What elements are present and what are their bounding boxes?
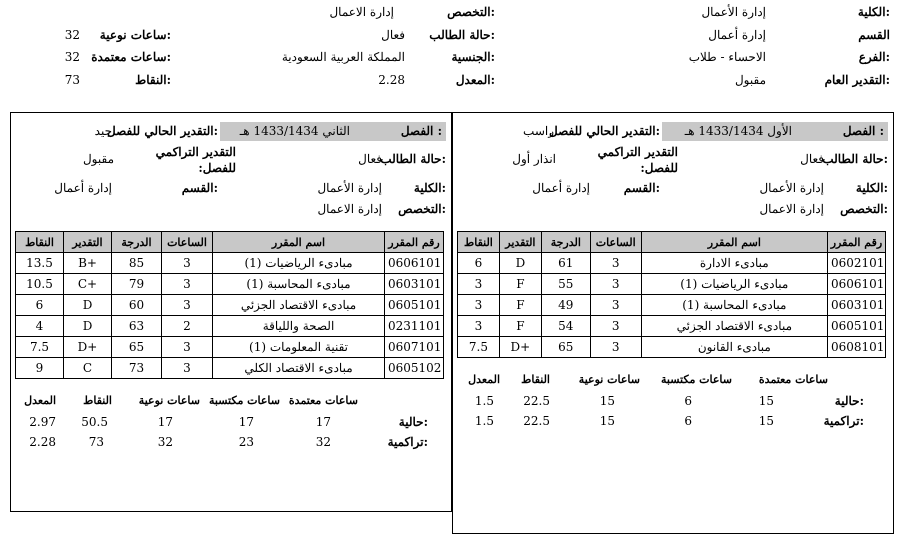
- term1-current-points: 22.5: [523, 394, 550, 408]
- cell-score: 55: [541, 274, 590, 295]
- overall-grade-value: مقبول: [734, 73, 766, 87]
- cell-points: 10.5: [16, 274, 64, 295]
- cell-points: 9: [16, 358, 64, 379]
- cell-points: 6: [458, 253, 500, 274]
- cell-grade: C: [64, 358, 112, 379]
- term2-courses-table: [15, 231, 444, 379]
- cell-name: الصحة واللياقة: [213, 316, 385, 337]
- cell-name: مبادىء الرياضيات (1): [213, 253, 385, 274]
- term2-cumulative-points: 73: [88, 435, 104, 449]
- term2-sum-points-header: النقاط: [83, 394, 112, 407]
- college-label: الكلية:: [857, 5, 890, 19]
- cell-score: 65: [541, 337, 590, 358]
- term1-cumulative-value: انذار أول: [512, 152, 556, 166]
- gpa-label: المعدل:: [455, 73, 495, 87]
- term2-current-row-label: حالية:: [398, 415, 428, 429]
- table-row: [458, 274, 886, 295]
- term1-courses-table: [457, 231, 886, 358]
- cell-grade: C+: [64, 274, 112, 295]
- col-score: الدرجة: [112, 232, 162, 253]
- table-row: [16, 274, 444, 295]
- term2-dept-label: القسم:: [181, 181, 218, 195]
- branch-value: الاحساء - طلاب: [688, 50, 766, 64]
- term2-table-header: [16, 232, 444, 253]
- cell-hours: 3: [590, 253, 641, 274]
- term1-dept-label: القسم:: [623, 181, 660, 195]
- term1-cumulative-credit: 15: [758, 414, 774, 428]
- cell-code: 0605102: [385, 358, 444, 379]
- gpa-value: 2.28: [378, 73, 405, 87]
- table-row: [16, 316, 444, 337]
- cell-grade: D+: [499, 337, 541, 358]
- term1-sum-credit-header: ساعات معتمدة: [758, 373, 828, 386]
- term2-sum-gpa-header: المعدل: [24, 394, 56, 407]
- cell-code: 0607101: [385, 337, 444, 358]
- term1-cumulative-earned: 6: [684, 414, 692, 428]
- cell-grade: F: [499, 295, 541, 316]
- college-value: إدارة الأعمال: [701, 5, 766, 19]
- cell-name: مبادىء الادارة: [641, 253, 827, 274]
- term2-status-value: فعال: [358, 152, 382, 166]
- term2-semester-label: الفصل :: [400, 124, 442, 138]
- term2-sum-earned-header: ساعات مكتسبة: [209, 394, 280, 407]
- term1-major-value: إدارة الاعمال: [759, 202, 824, 216]
- dept-label: القسم: [858, 28, 890, 42]
- dept-value: إدارة أعمال: [708, 28, 766, 42]
- term1-current-grade-value: راسب: [523, 124, 554, 138]
- cell-hours: 3: [162, 337, 213, 358]
- cell-name: مبادىء المحاسبة (1): [641, 295, 827, 316]
- cell-hours: 3: [590, 274, 641, 295]
- term1-table-header: [458, 232, 886, 253]
- term1-current-gpa: 1.5: [474, 394, 494, 408]
- cell-hours: 3: [162, 253, 213, 274]
- term1-cumulative-label: التقدير التراكمي للفصل:: [597, 145, 678, 175]
- term1-current-row-label: حالية:: [834, 394, 864, 408]
- term2-current-earned: 17: [238, 415, 254, 429]
- cell-code: 0606101: [827, 274, 885, 295]
- cell-score: 79: [112, 274, 162, 295]
- term1-current-credit: 15: [758, 394, 774, 408]
- term2-sum-credit-header: ساعات معتمدة: [288, 394, 358, 407]
- term2-cumulative-value: مقبول: [82, 152, 114, 166]
- term2-cumulative-gpa: 2.28: [29, 435, 56, 449]
- table-row: [16, 358, 444, 379]
- branch-label: الفرع:: [858, 50, 890, 64]
- cell-hours: 2: [162, 316, 213, 337]
- cell-grade: D: [64, 316, 112, 337]
- term2-cumulative-row-label: تراكمية:: [387, 435, 428, 449]
- cell-grade: B+: [64, 253, 112, 274]
- table-row: [458, 253, 886, 274]
- term1-sum-points-header: النقاط: [521, 373, 550, 386]
- cell-points: 3: [458, 274, 500, 295]
- table-row: [16, 253, 444, 274]
- cell-grade: D: [64, 295, 112, 316]
- credit-hours-label: ساعات معتمدة:: [91, 50, 171, 64]
- term1-dept-value: إدارة أعمال: [532, 181, 590, 195]
- overall-grade-label: التقدير العام:: [824, 73, 890, 87]
- col-grade: التقدير: [64, 232, 112, 253]
- col-name: اسم المقرر: [641, 232, 827, 253]
- term1-cumulative-qual: 15: [599, 414, 615, 428]
- cell-name: مبادىء القانون: [641, 337, 827, 358]
- term1-current-grade-label: التقدير الحالي للفصل:: [549, 124, 660, 138]
- cell-name: تقنية المعلومات (1): [213, 337, 385, 358]
- cell-code: 0608101: [827, 337, 885, 358]
- term1-semester-value: الأول 1433/1434 هـ: [684, 124, 792, 138]
- col-points: النقاط: [458, 232, 500, 253]
- cell-name: مبادىء الاقتصاد الجزئي: [641, 316, 827, 337]
- status-value: فعال: [381, 28, 405, 42]
- cell-code: 0605101: [827, 316, 885, 337]
- cell-points: 13.5: [16, 253, 64, 274]
- cell-code: 0231101: [385, 316, 444, 337]
- cell-score: 54: [541, 316, 590, 337]
- col-points: النقاط: [16, 232, 64, 253]
- term1-status-label: حالة الطالب:: [822, 152, 888, 166]
- table-row: [16, 337, 444, 358]
- col-hours: الساعات: [162, 232, 213, 253]
- term2-cumulative-label: التقدير التراكمي للفصل:: [155, 145, 236, 175]
- major-value: إدارة الاعمال: [329, 5, 394, 19]
- term1-college-value: إدارة الأعمال: [759, 181, 824, 195]
- term1-cumulative-gpa: 1.5: [474, 414, 494, 428]
- qual-hours-value: 32: [64, 28, 80, 42]
- cell-points: 7.5: [16, 337, 64, 358]
- cell-grade: F: [499, 274, 541, 295]
- cell-score: 73: [112, 358, 162, 379]
- cell-score: 63: [112, 316, 162, 337]
- term1-major-label: التخصص:: [840, 202, 888, 216]
- term2-status-label: حالة الطالب:: [380, 152, 446, 166]
- cell-grade: D+: [64, 337, 112, 358]
- term2-current-credit: 17: [315, 415, 331, 429]
- cell-score: 85: [112, 253, 162, 274]
- cell-score: 65: [112, 337, 162, 358]
- term1-cumulative-row-label: تراكمية:: [823, 414, 864, 428]
- term2-current-qual: 17: [157, 415, 173, 429]
- term2-current-points: 50.5: [81, 415, 108, 429]
- cell-code: 0603101: [385, 274, 444, 295]
- col-score: الدرجة: [541, 232, 590, 253]
- credit-hours-value: 32: [64, 50, 80, 64]
- term1-sum-qual-header: ساعات نوعية: [578, 373, 640, 386]
- col-code: رقم المقرر: [827, 232, 885, 253]
- term2-major-value: إدارة الاعمال: [317, 202, 382, 216]
- term2-current-gpa: 2.97: [29, 415, 56, 429]
- term1-current-earned: 6: [684, 394, 692, 408]
- table-row: [458, 337, 886, 358]
- cell-code: 0605101: [385, 295, 444, 316]
- cell-points: 4: [16, 316, 64, 337]
- term2-semester-value: الثاني 1433/1434 هـ: [239, 124, 350, 138]
- term2-sum-qual-header: ساعات نوعية: [138, 394, 200, 407]
- cell-points: 7.5: [458, 337, 500, 358]
- cell-code: 0606101: [385, 253, 444, 274]
- cell-points: 3: [458, 316, 500, 337]
- cell-name: مبادىء الاقتصاد الكلي: [213, 358, 385, 379]
- cell-grade: F: [499, 316, 541, 337]
- major-label: التخصص:: [447, 5, 495, 19]
- term2-major-label: التخصص:: [398, 202, 446, 216]
- nationality-label: الجنسية:: [451, 50, 495, 64]
- cell-points: 6: [16, 295, 64, 316]
- term2-current-grade-value: جيد: [94, 124, 112, 138]
- term2-college-value: إدارة الأعمال: [317, 181, 382, 195]
- cell-name: مبادىء الرياضيات (1): [641, 274, 827, 295]
- term1-current-qual: 15: [599, 394, 615, 408]
- term1-sum-gpa-header: المعدل: [468, 373, 500, 386]
- cell-grade: D: [499, 253, 541, 274]
- term2-current-grade-label: التقدير الحالي للفصل:: [107, 124, 218, 138]
- table-row: [16, 295, 444, 316]
- term1-status-value: فعال: [800, 152, 824, 166]
- cell-hours: 3: [162, 358, 213, 379]
- col-grade: التقدير: [499, 232, 541, 253]
- qual-hours-label: ساعات نوعية:: [99, 28, 171, 42]
- term2-cumulative-credit: 32: [315, 435, 331, 449]
- status-label: حالة الطالب:: [429, 28, 495, 42]
- term2-dept-value: إدارة أعمال: [54, 181, 112, 195]
- term2-college-label: الكلية:: [413, 181, 446, 195]
- nationality-value: المملكة العربية السعودية: [281, 50, 405, 64]
- cell-hours: 3: [590, 337, 641, 358]
- col-name: اسم المقرر: [213, 232, 385, 253]
- cell-score: 61: [541, 253, 590, 274]
- cell-score: 60: [112, 295, 162, 316]
- points-label: النقاط:: [135, 73, 171, 87]
- cell-hours: 3: [590, 316, 641, 337]
- points-value: 73: [64, 73, 80, 87]
- cell-hours: 3: [590, 295, 641, 316]
- term2-cumulative-earned: 23: [238, 435, 254, 449]
- term2-cumulative-qual: 32: [157, 435, 173, 449]
- col-code: رقم المقرر: [385, 232, 444, 253]
- term1-sum-earned-header: ساعات مكتسبة: [661, 373, 732, 386]
- cell-hours: 3: [162, 274, 213, 295]
- cell-name: مبادىء المحاسبة (1): [213, 274, 385, 295]
- table-row: [458, 295, 886, 316]
- cell-points: 3: [458, 295, 500, 316]
- cell-score: 49: [541, 295, 590, 316]
- cell-name: مبادىء الاقتصاد الجزئي: [213, 295, 385, 316]
- term1-cumulative-points: 22.5: [523, 414, 550, 428]
- cell-hours: 3: [162, 295, 213, 316]
- col-hours: الساعات: [590, 232, 641, 253]
- cell-code: 0602101: [827, 253, 885, 274]
- cell-code: 0603101: [827, 295, 885, 316]
- term1-semester-label: الفصل :: [842, 124, 884, 138]
- term1-college-label: الكلية:: [855, 181, 888, 195]
- table-row: [458, 316, 886, 337]
